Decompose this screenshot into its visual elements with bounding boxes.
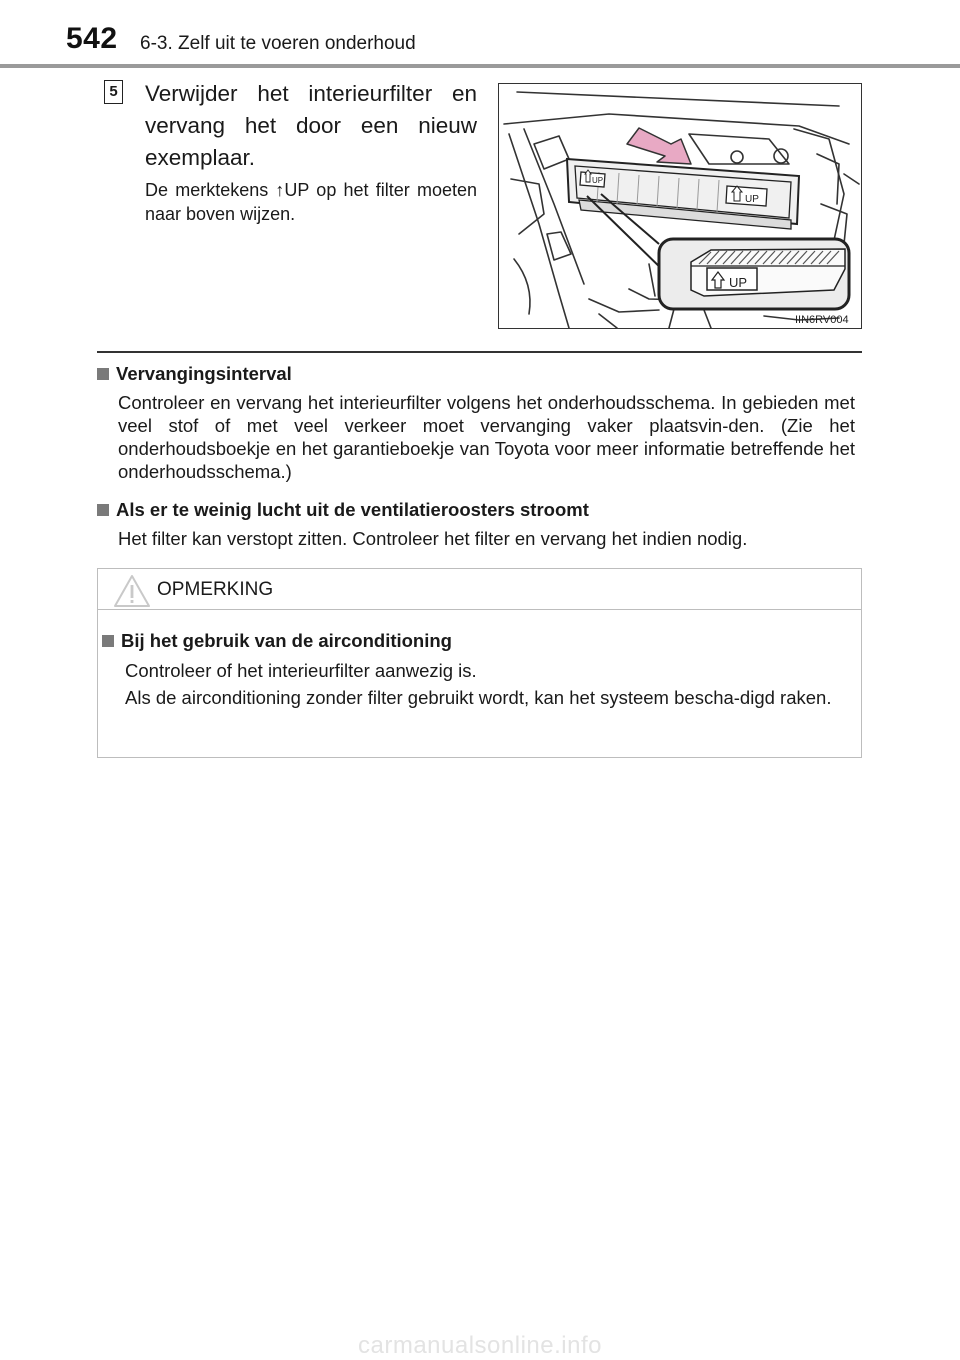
step-number-badge: 5 — [104, 80, 123, 104]
notice-title-text: Bij het gebruik van de airconditioning — [121, 630, 452, 651]
bullet-square-icon — [102, 635, 114, 647]
illustration-code: IIN6RV004 — [795, 314, 849, 326]
page-number: 542 — [66, 22, 118, 55]
warning-triangle-icon — [113, 574, 151, 608]
notice-heading: OPMERKING — [157, 579, 274, 600]
section-title: 6-3. Zelf uit te voeren onderhoud — [140, 33, 416, 54]
notice-text-2: Als de airconditioning zonder filter gebruikt wordt, kan het systeem bescha-digd raken. — [125, 687, 832, 708]
section-heading-text: Vervangingsinterval — [116, 363, 292, 384]
section-divider — [97, 351, 862, 353]
header-rule — [0, 64, 960, 68]
bullet-square-icon — [97, 368, 109, 380]
bullet-square-icon — [97, 504, 109, 516]
section-body-airflow: Het filter kan verstopt zitten. Controleer het filter en vervang het indien nodig. — [118, 528, 748, 549]
large-up-label: UP — [729, 275, 748, 290]
section-heading-text: Als er te weinig lucht uit de ventilatieroosters stroomt — [116, 499, 589, 520]
small-up-label-1: UP — [592, 176, 604, 185]
notice-header-rule — [97, 609, 862, 610]
notice-title — [102, 630, 452, 652]
section-heading-airflow — [97, 499, 589, 521]
section-heading-interval — [97, 363, 292, 385]
step-instruction: Verwijder het interieurfilter en vervang het door een nieuw exemplaar. — [145, 81, 477, 170]
section-body-interval: Controleer en vervang het interieurfilter volgens het onderhoudsschema. In gebieden met veel stof of met veel verkeer moet vervanging vaker plaatsvin-den. (Zie het onderhoudsboekje en het garantieboekje van Toyota voor meer informatie betreffende het onderhoudsschema.) — [118, 392, 855, 482]
step-note: De merktekens ↑UP op het filter moeten naar boven wijzen. — [145, 180, 477, 224]
watermark: carmanualsonline.info — [358, 1332, 602, 1359]
notice-text-1: Controleer of het interieurfilter aanwezig is. — [125, 660, 477, 681]
small-up-label-2: UP — [745, 194, 759, 205]
filter-illustration — [498, 83, 862, 329]
